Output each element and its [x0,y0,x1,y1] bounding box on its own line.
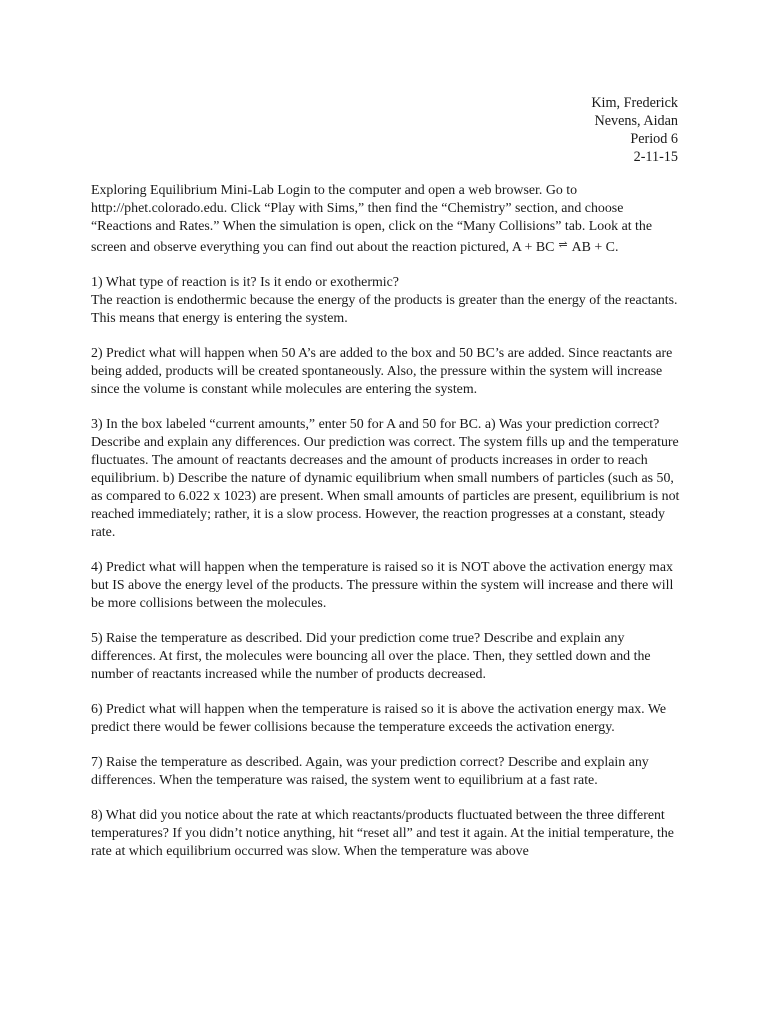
intro-paragraph [91,182,681,257]
question-8: 8) What did you notice about the rate at which reactants/products fluctuated between the three different temperatures? If you didn’t notice anything, hit “reset all” and test it again. At the initial temperature, the rate at which equilibrium occurred was slow. When the temperature was above [91,808,674,859]
question-2: 2) Predict what will happen when 50 A’s are added to the box and 50 BC’s are added. Since reactants are being added, products will be created spontaneously. Also, the pressure within the system will increase since the volume is constant while molecules are entering the system. [91,346,673,397]
equilibrium-arrow-icon: ⇌ [558,239,568,251]
document-body [91,182,681,861]
class-period: Period 6 [630,131,678,147]
question-5: 5) Raise the temperature as described. Did your prediction come true? Describe and explain any differences. At first, the molecules were bouncing all over the place. Then, they settled down and the number of reactants increased while the number of products decreased. [91,631,651,682]
author-name: Nevens, Aidan [594,113,678,129]
intro-text-end: AB + C. [571,240,619,255]
question-1-prompt: 1) What type of reaction is it? Is it endo or exothermic? [91,275,399,290]
question-1 [91,274,681,328]
author-header [591,94,678,166]
question-6: 6) Predict what will happen when the temperature is raised so it is above the activation energy max. We predict there would be fewer collisions because the temperature exceeds the activation energy. [91,702,667,735]
author-name: Kim, Frederick [591,95,678,111]
document-date: 2-11-15 [633,149,678,165]
intro-text: Exploring Equilibrium Mini-Lab Login to the computer and open a web browser. Go to http://phet.colorado.edu. Click “Play with Sims,” then find the “Chemistry” section, and choose “Reactions and Rates.” When the simulation is open, click on the “Many Collisions” tab. Look at the screen and observe everything you can find out about the reaction pictured, A + BC [91,183,653,255]
question-7: 7) Raise the temperature as described. Again, was your prediction correct? Describe and explain any differences. When the temperature was raised, the system went to equilibrium at a fast rate. [91,755,649,788]
question-1-answer: The reaction is endothermic because the energy of the products is greater than the energy of the reactants. This means that energy is entering the system. [91,293,678,326]
question-3: 3) In the box labeled “current amounts,” enter 50 for A and 50 for BC. a) Was your prediction correct? Describe and explain any differences. Our prediction was correct. The system fills up and the temperature fluctuates. The amount of reactants decreases and the amount of products increases in order to reach equilibrium. b) Describe the nature of dynamic equilibrium when small numbers of particles (such as 50, as compared to 6.022 x 1023) are present. When small amounts of particles are present, equilibrium is not reached immediately; rather, it is a slow process. However, the reaction progresses at a constant, steady rate. [91,417,680,540]
question-4: 4) Predict what will happen when the temperature is raised so it is NOT above the activation energy max but IS above the energy level of the products. The pressure within the system will increase and there will be more collisions between the molecules. [91,560,674,611]
